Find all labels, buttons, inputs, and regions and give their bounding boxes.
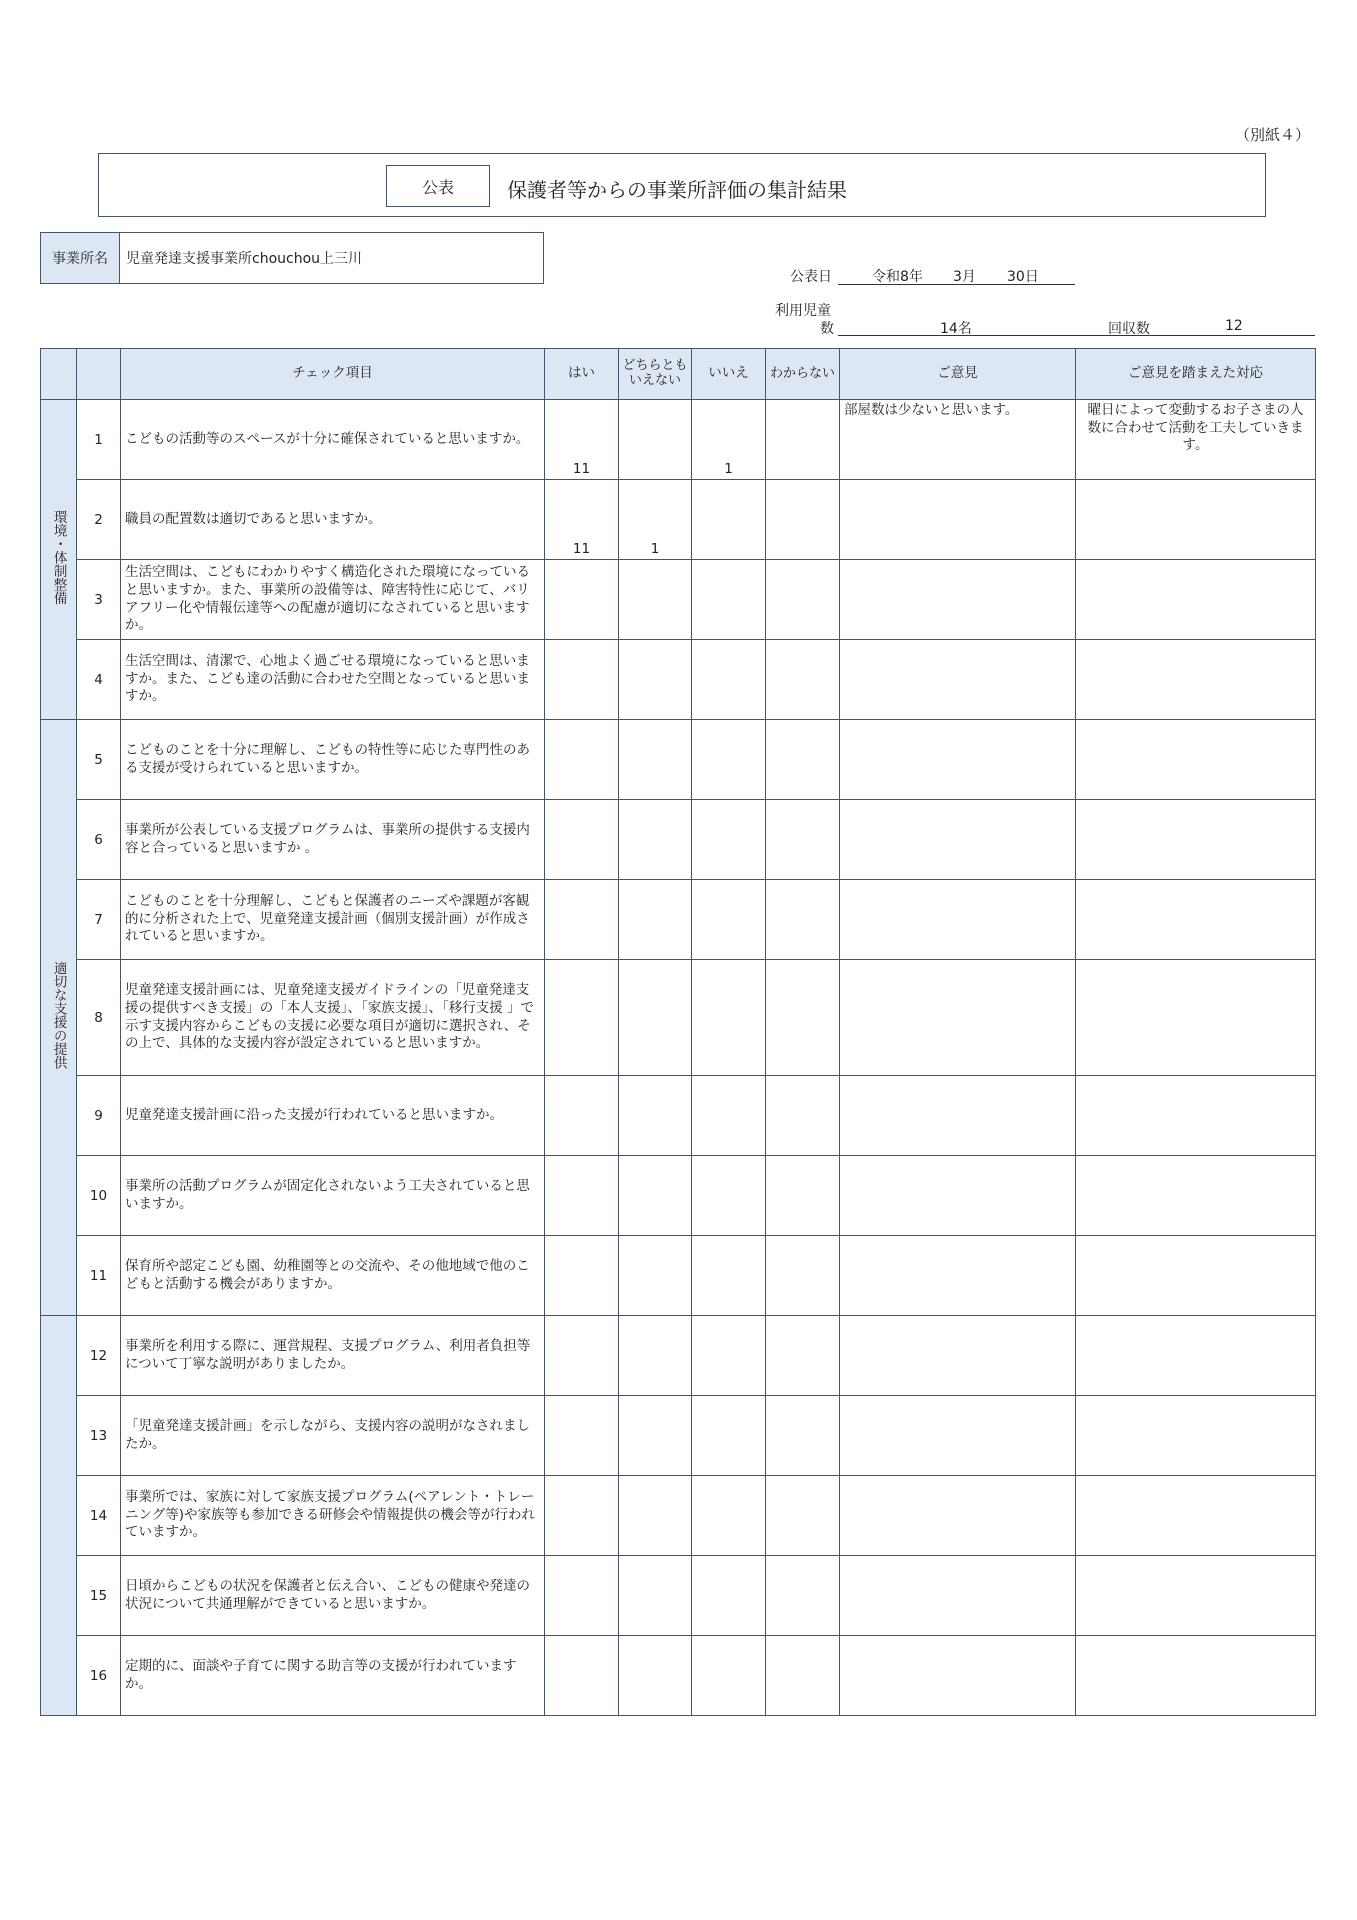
check-item-text: 職員の配置数は適切であると思いますか。 (121, 480, 545, 560)
table-row (41, 1076, 1316, 1156)
count-no: 1 (692, 400, 766, 480)
count-neither (619, 1396, 692, 1476)
response-cell (1076, 880, 1316, 960)
response-cell (1076, 720, 1316, 800)
children-count-value: 14名 (940, 321, 972, 337)
count-unknown (766, 1236, 840, 1316)
office-name-box (40, 232, 544, 284)
count-no (692, 640, 766, 720)
count-no (692, 1156, 766, 1236)
check-item-text: こどもの活動等のスペースが十分に確保されていると思いますか。 (121, 400, 545, 480)
item-number: 5 (77, 720, 121, 800)
count-unknown (766, 640, 840, 720)
item-number: 8 (77, 960, 121, 1076)
count-yes (545, 1076, 619, 1156)
check-item-text: こどものことを十分に理解し、こどもの特性等に応じた専門性のある支援が受けられていると思いますか。 (121, 720, 545, 800)
check-item-text: 児童発達支援計画に沿った支援が行われていると思いますか。 (121, 1076, 545, 1156)
count-unknown (766, 400, 840, 480)
count-yes (545, 800, 619, 880)
count-unknown (766, 1316, 840, 1396)
count-neither (619, 400, 692, 480)
table-row (41, 1476, 1316, 1556)
count-neither (619, 720, 692, 800)
count-yes (545, 1556, 619, 1636)
collected-count-value: 12 (1225, 318, 1243, 334)
header-number (77, 349, 121, 400)
count-neither (619, 560, 692, 640)
response-cell (1076, 800, 1316, 880)
table-row (41, 1156, 1316, 1236)
count-neither (619, 1316, 692, 1396)
evaluation-table (40, 348, 1316, 1716)
count-neither (619, 1236, 692, 1316)
count-yes: 11 (545, 400, 619, 480)
publication-date-label: 公表日 (790, 269, 832, 285)
children-count-label-line2: 数 (820, 321, 834, 337)
check-item-text: 生活空間は、清潔で、心地よく過ごせる環境になっていると思いますか。また、こども達の活動に合わせた空間となっていると思いますか。 (121, 640, 545, 720)
table-row (41, 720, 1316, 800)
count-yes (545, 1396, 619, 1476)
opinion-cell (840, 1076, 1076, 1156)
count-yes: 11 (545, 480, 619, 560)
header-unknown: わからない (766, 349, 840, 400)
opinion-cell (840, 1396, 1076, 1476)
count-unknown (766, 560, 840, 640)
count-unknown (766, 1476, 840, 1556)
check-item-text: 生活空間は、こどもにわかりやすく構造化された環境になっていると思いますか。また、事業所の設備等は、障害特性に応じて、バリアフリー化や情報伝達等への配慮が適切になされていると思いますか。 (121, 560, 545, 640)
count-no (692, 1636, 766, 1716)
opinion-cell (840, 1316, 1076, 1396)
opinion-cell (840, 720, 1076, 800)
count-no (692, 1396, 766, 1476)
count-neither (619, 960, 692, 1076)
table-row (41, 1556, 1316, 1636)
opinion-cell (840, 1476, 1076, 1556)
count-neither (619, 640, 692, 720)
response-cell (1076, 1156, 1316, 1236)
count-unknown (766, 880, 840, 960)
publication-era-year: 令和8年 (872, 269, 923, 285)
count-no (692, 960, 766, 1076)
header-no: いいえ (692, 349, 766, 400)
header-yes: はい (545, 349, 619, 400)
children-count-label-line1: 利用児童 (775, 303, 831, 319)
count-no (692, 560, 766, 640)
office-name-label: 事業所名 (41, 233, 120, 283)
count-yes (545, 960, 619, 1076)
item-number: 11 (77, 1236, 121, 1316)
count-yes (545, 1316, 619, 1396)
item-number: 6 (77, 800, 121, 880)
item-number: 2 (77, 480, 121, 560)
header-response: ご意見を踏まえた対応 (1076, 349, 1316, 400)
item-number: 15 (77, 1556, 121, 1636)
count-neither (619, 1076, 692, 1156)
check-item-text: 児童発達支援計画には、児童発達支援ガイドラインの「児童発達支援の提供すべき支援」の「本人支援」、「家族支援」、「移行支援 」で示す支援内容からこどもの支援に必要な項目が適切に選択され、その上で、具体的な支援内容が設定されていると思いますか。 (121, 960, 545, 1076)
response-cell (1076, 1636, 1316, 1716)
header-check-item: チェック項目 (121, 349, 545, 400)
check-item-text: 事業所が公表している支援プログラムは、事業所の提供する支援内容と合っていると思いますか 。 (121, 800, 545, 880)
opinion-cell (840, 480, 1076, 560)
response-cell (1076, 480, 1316, 560)
response-cell (1076, 1396, 1316, 1476)
publication-badge: 公表 (386, 165, 490, 207)
count-unknown (766, 1556, 840, 1636)
check-item-text: こどものことを十分理解し、こどもと保護者のニーズや課題が客観的に分析された上で、児童発達支援計画（個別支援計画）が作成されていると思いますか。 (121, 880, 545, 960)
count-yes (545, 880, 619, 960)
table-row (41, 960, 1316, 1076)
table-row (41, 1636, 1316, 1716)
category-label: 適切な支援の提供 (50, 960, 67, 1069)
header-opinion: ご意見 (840, 349, 1076, 400)
response-cell (1076, 560, 1316, 640)
item-number: 3 (77, 560, 121, 640)
item-number: 7 (77, 880, 121, 960)
opinion-cell (840, 640, 1076, 720)
count-neither (619, 880, 692, 960)
count-no (692, 1476, 766, 1556)
count-neither (619, 1556, 692, 1636)
office-name-value: 児童発達支援事業所chouchou上三川 (126, 251, 363, 267)
opinion-cell (840, 1236, 1076, 1316)
count-no (692, 1076, 766, 1156)
category-cell (41, 720, 77, 1316)
item-number: 10 (77, 1156, 121, 1236)
count-unknown (766, 1636, 840, 1716)
table-row (41, 1236, 1316, 1316)
category-label: 環境・体制整備 (50, 509, 67, 605)
item-number: 13 (77, 1396, 121, 1476)
opinion-cell (840, 560, 1076, 640)
table-row (41, 880, 1316, 960)
publication-month: 3月 (953, 269, 976, 285)
count-neither: 1 (619, 480, 692, 560)
count-no (692, 480, 766, 560)
check-item-text: 「児童発達支援計画」を示しながら、支援内容の説明がなされましたか。 (121, 1396, 545, 1476)
table-row (41, 560, 1316, 640)
count-neither (619, 1476, 692, 1556)
item-number: 1 (77, 400, 121, 480)
table-row (41, 640, 1316, 720)
page-title: 保護者等からの事業所評価の集計結果 (507, 178, 847, 202)
publication-day: 30日 (1007, 269, 1039, 285)
item-number: 14 (77, 1476, 121, 1556)
check-item-text: 定期的に、面談や子育てに関する助言等の支援が行われていますか。 (121, 1636, 545, 1716)
response-cell (1076, 1076, 1316, 1156)
check-item-text: 日頃からこどもの状況を保護者と伝え合い、こどもの健康や発達の状況について共通理解ができていると思いますか。 (121, 1556, 545, 1636)
appendix-label: （別紙４） (1235, 126, 1311, 144)
opinion-cell (840, 1636, 1076, 1716)
count-unknown (766, 1156, 840, 1236)
collected-count-label: 回収数 (1108, 321, 1150, 337)
count-neither (619, 1636, 692, 1716)
response-cell (1076, 1236, 1316, 1316)
header-neither: どちらとも いえない (619, 349, 692, 400)
response-cell (1076, 640, 1316, 720)
opinion-cell (840, 800, 1076, 880)
check-item-text: 事業所の活動プログラムが固定化されないよう工夫されていると思いますか。 (121, 1156, 545, 1236)
category-cell (41, 400, 77, 720)
count-unknown (766, 480, 840, 560)
count-underline (838, 335, 1315, 336)
opinion-cell (840, 960, 1076, 1076)
table-row (41, 1396, 1316, 1476)
count-yes (545, 640, 619, 720)
count-yes (545, 1476, 619, 1556)
opinion-cell: 部屋数は少ないと思います。 (840, 400, 1076, 480)
item-number: 9 (77, 1076, 121, 1156)
opinion-cell (840, 880, 1076, 960)
count-no (692, 800, 766, 880)
count-no (692, 720, 766, 800)
table-row (41, 480, 1316, 560)
count-unknown (766, 720, 840, 800)
count-unknown (766, 800, 840, 880)
count-neither (619, 1156, 692, 1236)
response-cell (1076, 1316, 1316, 1396)
count-unknown (766, 1396, 840, 1476)
count-yes (545, 1156, 619, 1236)
count-yes (545, 720, 619, 800)
item-number: 12 (77, 1316, 121, 1396)
table-header-row (41, 349, 1316, 400)
count-no (692, 1236, 766, 1316)
check-item-text: 事業所を利用する際に、運営規程、支援プログラム、利用者負担等について丁寧な説明がありましたか。 (121, 1316, 545, 1396)
header-category (41, 349, 77, 400)
response-cell (1076, 1556, 1316, 1636)
response-cell (1076, 960, 1316, 1076)
table-row (41, 800, 1316, 880)
category-cell (41, 1316, 77, 1716)
table-row (41, 400, 1316, 480)
item-number: 16 (77, 1636, 121, 1716)
count-unknown (766, 1076, 840, 1156)
count-no (692, 1556, 766, 1636)
response-cell (1076, 1476, 1316, 1556)
count-yes (545, 560, 619, 640)
opinion-cell (840, 1156, 1076, 1236)
count-neither (619, 800, 692, 880)
check-item-text: 事業所では、家族に対して家族支援プログラム(ペアレント・トレーニング等)や家族等も参加できる研修会や情報提供の機会等が行われていますか。 (121, 1476, 545, 1556)
count-unknown (766, 960, 840, 1076)
response-cell: 曜日によって変動するお子さまの人数に合わせて活動を工夫していきます。 (1076, 400, 1316, 480)
count-no (692, 1316, 766, 1396)
check-item-text: 保育所や認定こども園、幼稚園等との交流や、その他地域で他のこどもと活動する機会がありますか。 (121, 1236, 545, 1316)
count-yes (545, 1636, 619, 1716)
count-yes (545, 1236, 619, 1316)
count-no (692, 880, 766, 960)
table-row (41, 1316, 1316, 1396)
opinion-cell (840, 1556, 1076, 1636)
item-number: 4 (77, 640, 121, 720)
